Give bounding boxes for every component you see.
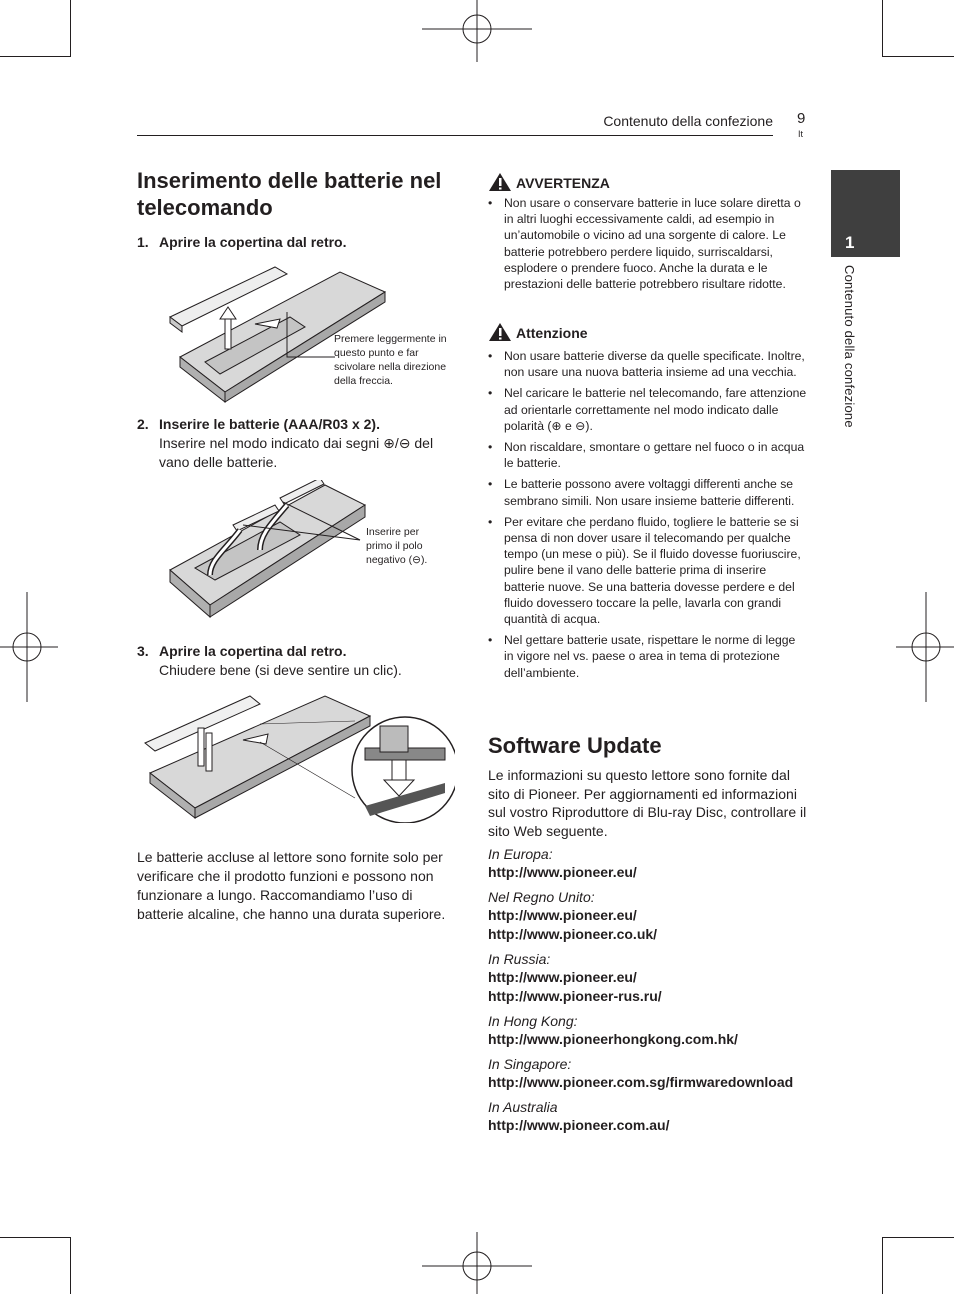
step-number: 3.: [137, 643, 149, 659]
step-heading: Aprire la copertina dal retro.: [159, 643, 347, 659]
registration-mark-top: [420, 0, 535, 65]
list-item: • Non riscaldare, smontare o gettare nel fuoco o in acqua le batterie.: [488, 439, 808, 471]
remote-close-cover-illustration: [140, 688, 455, 823]
url-link[interactable]: http://www.pioneer.eu/: [488, 864, 637, 880]
registration-mark-left: [0, 590, 60, 705]
region-label: Nel Regno Unito:: [488, 889, 595, 905]
region-label: In Russia:: [488, 951, 551, 967]
region-label: In Singapore:: [488, 1056, 572, 1072]
region-label: In Hong Kong:: [488, 1013, 578, 1029]
url-link[interactable]: http://www.pioneer.com.sg/firmwaredownload: [488, 1074, 794, 1090]
url-link[interactable]: http://www.pioneer.com.au/: [488, 1117, 670, 1133]
step-3: 3. Aprire la copertina dal retro. Chiudere bene (si deve sentire un clic).: [137, 643, 402, 678]
list-item: • Nel caricare le batterie nel telecomando, fare attenzione ad orientarle correttamente nel modo indicato dalle polarità (⊕ e ⊖).: [488, 385, 808, 434]
remote-insert-batteries-illustration: [165, 480, 375, 625]
caution-triangle-icon: [488, 322, 512, 342]
url-link[interactable]: http://www.pioneerhongkong.com.hk/: [488, 1031, 738, 1047]
warning-heading: AVVERTENZA: [488, 172, 610, 192]
step-1: [137, 233, 457, 252]
step-heading: Aprire la copertina dal retro.: [159, 234, 347, 250]
url-link[interactable]: http://www.pioneer.eu/: [488, 907, 637, 923]
url-link[interactable]: http://www.pioneer-rus.ru/: [488, 988, 662, 1004]
registration-mark-bottom: [420, 1232, 535, 1294]
list-item: • Nel gettare batterie usate, rispettare le norme di legge in vigore nel vs. paese o area in tema di protezione dell’ambiente.: [488, 632, 808, 681]
warning-list: [488, 195, 808, 297]
list-item: • Le batterie possono avere voltaggi differenti anche se sembrano simili. Non usare insieme batterie differenti.: [488, 476, 808, 508]
region-links: [488, 845, 818, 1135]
language-code: It: [798, 129, 804, 139]
page-number: 9: [797, 110, 806, 127]
caution-heading: Attenzione: [488, 322, 588, 342]
step-number: 1.: [137, 234, 149, 250]
batteries-note: Le batterie accluse al lettore sono fornite solo per verificare che il prodotto funzioni e possono non funzionare a lungo. Raccomandiamo l’uso di batterie alcaline, che hanno una durata superiore.: [137, 849, 446, 922]
url-link[interactable]: http://www.pioneer.eu/: [488, 969, 637, 985]
chapter-tab: [831, 170, 900, 257]
step-2: 2. Inserire le batterie (AAA/R03 x 2). Inserire nel modo indicato dai segni ⊕/⊖ del vano delle batterie.: [137, 416, 434, 470]
region-label: In Europa:: [488, 846, 553, 862]
registration-mark-right: [896, 590, 954, 705]
region-label: In Australia: [488, 1099, 558, 1115]
step-number: 2.: [137, 416, 149, 432]
running-header: Contenuto della confezione: [603, 113, 773, 129]
software-update-intro: Le informazioni su questo lettore sono fornite dal sito di Pioneer. Per aggiornamenti ed informazioni sul vostro Riproduttore di Blu-ray Disc, controllare il sito Web seguente.: [488, 767, 807, 839]
chapter-tab-label: Contenuto della confezione: [842, 265, 857, 428]
chapter-tab-number: 1: [845, 233, 855, 252]
header-rule: [137, 135, 773, 136]
caution-list: [488, 348, 808, 686]
warning-triangle-icon: [488, 172, 512, 192]
list-item: • Non usare batterie diverse da quelle specificate. Inoltre, non usare una nuova batteria insieme ad una vecchia.: [488, 348, 808, 380]
battery-section-title: Inserimento delle batterie nel telecomando: [137, 168, 442, 220]
url-link[interactable]: http://www.pioneer.co.uk/: [488, 926, 658, 942]
step-heading: Inserire le batterie (AAA/R03 x 2).: [159, 416, 380, 432]
polarity-icons: ⊕/⊖: [383, 435, 411, 451]
list-item: • Per evitare che perdano fluido, togliere le batterie se si pensa di non dover usare il telecomando per qualche tempo (un mese o più). Se il fluido dovesse fuoriuscire, pulire bene il vano delle batterie prima di inserire batterie nuove. Se una batteria dovesse perdere e del fluido dovessero toccare la pelle, lavarla con grandi quantità di acqua.: [488, 514, 808, 627]
software-update-title: Software Update: [488, 733, 662, 758]
step1-callout: Premere leggermente in questo punto e far scivolare nella direzione della freccia.: [334, 333, 447, 387]
list-item: • Non usare o conservare batterie in luce solare diretta o in altri luoghi eccessivamente caldi, ad esempio in un’automobile o vicino ad una sorgente di calore. Le batterie potrebbero perdere liquido, surriscaldarsi, esplodere o prendere fuoco. Anche la durata e le prestazioni delle batterie potrebbero risultare ridotte.: [488, 195, 808, 292]
step2-callout: Inserire per primo il polo negativo (⊖).: [366, 526, 428, 566]
